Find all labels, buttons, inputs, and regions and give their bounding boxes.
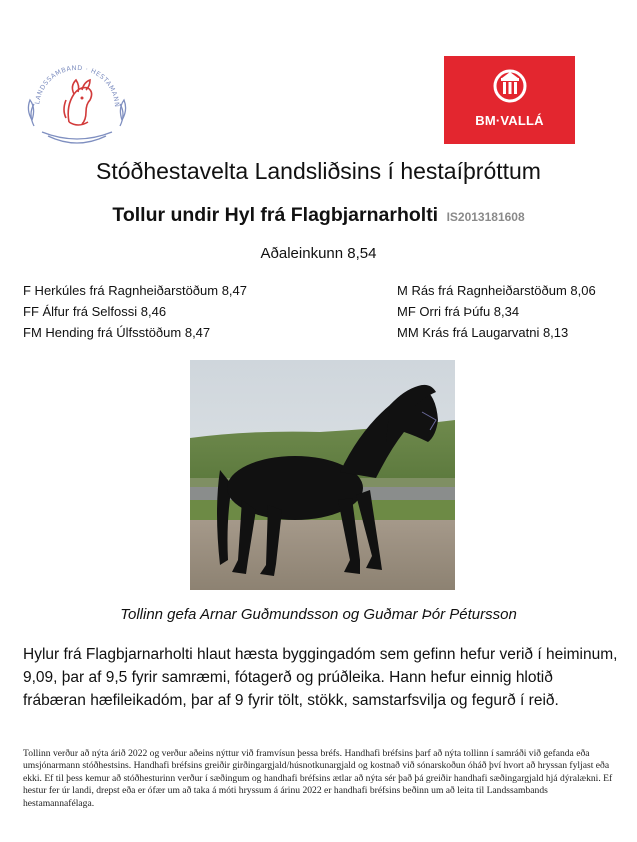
horse-heading (0, 204, 637, 227)
lh-logo (22, 50, 132, 148)
photo-caption: Tollinn gefa Arnar Guðmundsson og Guðmar Þór Pétursson (120, 606, 517, 623)
bm-valla-logo-text: BM·VALLÁ (475, 113, 544, 128)
pedigree-item: FM Hending frá Úlfsstöðum 8,47 (23, 325, 211, 340)
pedigree-item: MF Orri frá Þúfu 8,34 (397, 304, 520, 319)
pedigree-item: MM Krás frá Laugarvatni 8,13 (397, 325, 569, 340)
pedigree-item: FF Álfur frá Selfossi 8,46 (23, 304, 167, 319)
pedigree-item: F Herkúles frá Ragnheiðarstöðum 8,47 (23, 283, 248, 298)
pedigree-sire-side (23, 280, 247, 343)
pedigree-item: M Rás frá Ragnheiðarstöðum 8,06 (397, 283, 596, 298)
bm-valla-logo (444, 56, 575, 144)
terms-fineprint: Tollinn verður að nýta árið 2022 og verður aðeins nýttur við framvísun þessa bréfs. Handhafi bréfsins þarf að nýta tollinn í samráði við gefanda eða umsjónarmann stóðhestsins. Handhafi bréfsins greiðir girðingargjald/húsnotkunargjald og kostnað við sónarskoðun óháð því hvort að hryssan fyljast eða ekki. Ef til þess kemur að stóðhesturinn verður í sæðingum og handhafi bréfsins ætlar að nýta sér það þá greiðir handhafi sæðingargjald hjá dýralækni. Ef hestur fer úr landi, drepst eða er ófær um að taka á móti hryssum á árinu 2022 er handhafi bréfsins beðinn um að leita til Landssambands hestamannafélaga. (23, 748, 613, 809)
horse-id: IS2013181608 (446, 210, 525, 224)
page-title: Stóðhestavelta Landsliðsins í hestaíþróttum (96, 158, 541, 184)
description: Hylur frá Flagbjarnarholti hlaut hæsta byggingadóm sem gefinn hefur verið í heiminum, 9,09, þar af 9,5 fyrir samræmi, fótagerð og prúðleika. Hann hefur einnig hlotið frábæran hæfileikadóm, þar af 9 fyrir tölt, stökk, samstarfsvilja og fegurð í reið. (23, 646, 618, 709)
svg-text:LANDSSAMBAND · HESTAMANNAFÉLAG: LANDSSAMBAND · HESTAMANN (33, 63, 122, 108)
horse-name: Tollur undir Hyl frá Flagbjarnarholti (112, 204, 439, 226)
pedigree-dam-side (397, 280, 596, 343)
horse-photo (190, 360, 455, 590)
horse-score: Aðaleinkunn 8,54 (260, 245, 377, 262)
